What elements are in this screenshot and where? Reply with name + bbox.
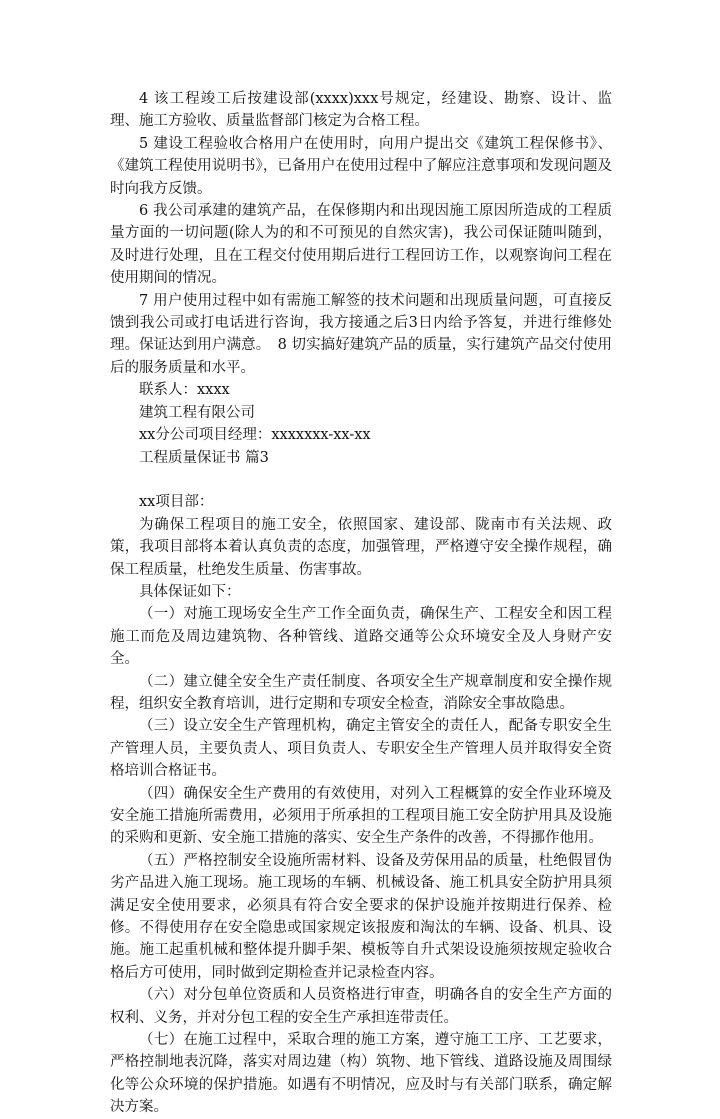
clause-5: （五）严格控制安全设施所需材料、设备及劳保用品的质量，杜绝假冒伪劣产品进入施工现场。施工现场的车辆、机械设备、施工机具安全防护用具须满足安全使用要求，必须具有符合安全要求的保护设施并按期进行保养、检修。不得使用存在安全隐患或国家规定该报废和淘汰的车辆、设备、机具、设施。施工起重机械和整体提升脚手架、模板等自升式架设设施须按规定验收合格后方可使用，同时做到定期检查并记录检查内容。 [110,852,612,981]
company-line: 建筑工程有限公司 [139,404,255,421]
paragraph-item-4: 4 该工程竣工后按建设部(xxxx)xxx号规定，经建设、勘察、设计、监理、施工方验收、质量监督部门核定为合格工程。 [110,91,612,130]
clause-1: （一）对施工现场安全生产工作全面负责，确保生产、工程安全和因工程施工而危及周边建筑物、各种管线、道路交通等公众环境安全及人身财产安全。 [110,606,612,668]
clause-6: （六）对分包单位资质和人员资格进行审查，明确各自的安全生产方面的权利、义务，并对分包工程的安全生产承担连带责任。 [110,987,612,1026]
clause-7: （七）在施工过程中，采取合理的施工方案，遵守施工工序、工艺要求，严格控制地表沉降，落实对周边建（构）筑物、地下管线、道路设施及周围绿化等公众环境的保护措施。如遇有不明情况，应及时与有关部门联系，确定解决方案。 [110,1032,612,1116]
paragraph-item-7-8: 7 用户使用过程中如有需施工解签的技术问题和出现质量问题，可直接反馈到我公司或打电话进行咨询，我方接通之后3日内给予答复，并进行维修处理。保证达到用户满意。 8 切实搞好建筑产品的质量，实行建筑产品交付使用后的服务质量和水平。 [110,292,612,376]
greeting-line: xx项目部： [139,494,214,511]
clause-3: （三）设立安全生产管理机构，确定主管安全的责任人，配备专职安全生产管理人员，主要负责人、项目负责人、专职安全生产管理人员并取得安全资格培训合格证书。 [110,718,612,780]
blank-line [110,469,612,491]
section-title: 工程质量保证书 篇3 [139,449,269,466]
contact-line: 联系人：xxxx [139,382,230,399]
paragraph-item-5: 5 建设工程验收合格用户在使用时，向用户提出交《建筑工程保修书》、《建筑工程使用说明书》，已备用户在使用过程中了解应注意事项和发现问题及时向我方反馈。 [110,135,612,197]
clause-4: （四）确保安全生产费用的有效使用，对列入工程概算的安全作业环境及安全施工措施所需费用，必须用于所承担的工程项目施工安全防护用具及设施的采购和更新、安全施工措施的落实、安全生产条件的改善，不得挪作他用。 [110,785,612,847]
intro-paragraph: 为确保工程项目的施工安全，依照国家、建设部、陇南市有关法规、政策，我项目部将本着认真负责的态度，加强管理，严格遵守安全操作规程，确保工程质量，杜绝发生质量、伤害事故。 [110,516,612,578]
clause-2: （二）建立健全安全生产责任制度、各项安全生产规章制度和安全操作规程，组织安全教育培训，进行定期和专项安全检查，消除安全事故隐患。 [110,673,612,712]
guarantee-heading: 具体保证如下： [139,583,241,600]
manager-line: xx分公司项目经理：xxxxxxx-xx-xx [139,427,371,444]
paragraph-item-6: 6 我公司承建的建筑产品，在保修期内和出现因施工原因所造成的工程质量方面的一切问题(除人为的和不可预见的自然灾害)，我公司保证随叫随到，及时进行处理，且在工程交付使用期后进行工程回访工作，以观察询问工程在使用期间的情况。 [110,203,612,287]
